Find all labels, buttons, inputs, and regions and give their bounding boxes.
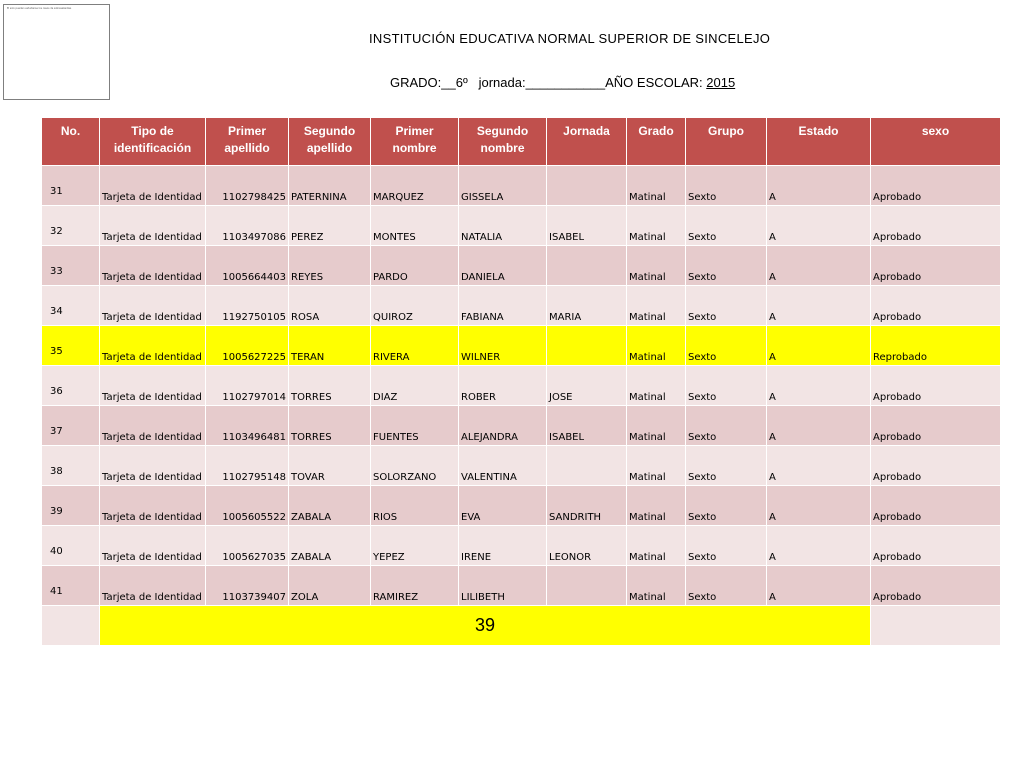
cell-id-number: 1103497086 bbox=[206, 206, 289, 246]
cell-first-surname: ZABALA bbox=[289, 526, 371, 566]
cell-id-type: Tarjeta de Identidad bbox=[100, 286, 206, 326]
table-row bbox=[42, 206, 1001, 246]
cell-second-name bbox=[547, 446, 627, 486]
cell-number: 37 bbox=[42, 406, 100, 446]
cell-id-number: 1005605522 bbox=[206, 486, 289, 526]
cell-first-surname: TORRES bbox=[289, 366, 371, 406]
cell-second-name: JOSE bbox=[547, 366, 627, 406]
cell-id-type: Tarjeta de Identidad bbox=[100, 486, 206, 526]
cell-estado: Aprobado bbox=[871, 486, 1001, 526]
cell-jornada: Matinal bbox=[627, 366, 686, 406]
cell-grado: Sexto bbox=[686, 326, 767, 366]
cell-first-surname: ROSA bbox=[289, 286, 371, 326]
cell-second-surname: DIAZ bbox=[371, 366, 459, 406]
cell-id-type: Tarjeta de Identidad bbox=[100, 326, 206, 366]
cell-grado: Sexto bbox=[686, 566, 767, 606]
cell-first-name: ALEJANDRA bbox=[459, 406, 547, 446]
table-row bbox=[42, 566, 1001, 606]
cell-estado: Aprobado bbox=[871, 206, 1001, 246]
cell-first-surname: PATERNINA bbox=[289, 166, 371, 206]
cell-grado: Sexto bbox=[686, 526, 767, 566]
column-header: No. bbox=[42, 118, 100, 166]
column-header: Tipo de identificación bbox=[100, 118, 206, 166]
column-header: Estado bbox=[767, 118, 871, 166]
cell-jornada: Matinal bbox=[627, 286, 686, 326]
cell-second-name bbox=[547, 326, 627, 366]
cell-id-type: Tarjeta de Identidad bbox=[100, 446, 206, 486]
cell-estado: Aprobado bbox=[871, 566, 1001, 606]
grado-label: GRADO: bbox=[390, 75, 442, 90]
logo-placeholder bbox=[3, 4, 110, 100]
table-row bbox=[42, 326, 1001, 366]
cell-id-type: Tarjeta de Identidad bbox=[100, 246, 206, 286]
cell-grupo: A bbox=[767, 566, 871, 606]
column-header: Grado bbox=[627, 118, 686, 166]
table-row bbox=[42, 166, 1001, 206]
cell-id-number: 1103496481 bbox=[206, 406, 289, 446]
cell-grupo: A bbox=[767, 166, 871, 206]
cell-grupo: A bbox=[767, 446, 871, 486]
cell-first-name: ROBER bbox=[459, 366, 547, 406]
cell-id-number: 1103739407 bbox=[206, 566, 289, 606]
total-count: 39 bbox=[100, 606, 871, 646]
cell-grupo: A bbox=[767, 486, 871, 526]
cell-id-number: 1005627035 bbox=[206, 526, 289, 566]
cell-id-type: Tarjeta de Identidad bbox=[100, 406, 206, 446]
cell-first-surname: TOVAR bbox=[289, 446, 371, 486]
cell-grado: Sexto bbox=[686, 286, 767, 326]
cell-first-name: GISSELA bbox=[459, 166, 547, 206]
cell-second-surname: MONTES bbox=[371, 206, 459, 246]
cell-estado: Reprobado bbox=[871, 326, 1001, 366]
cell-first-surname: PEREZ bbox=[289, 206, 371, 246]
cell-second-surname: YEPEZ bbox=[371, 526, 459, 566]
cell-id-number: 1102795148 bbox=[206, 446, 289, 486]
cell-grado: Sexto bbox=[686, 366, 767, 406]
cell-first-surname: TERAN bbox=[289, 326, 371, 366]
cell-estado: Aprobado bbox=[871, 406, 1001, 446]
total-empty-cell bbox=[871, 606, 1001, 646]
cell-first-name: FABIANA bbox=[459, 286, 547, 326]
cell-id-number: 1005627225 bbox=[206, 326, 289, 366]
cell-grado: Sexto bbox=[686, 446, 767, 486]
cell-second-surname: RAMIREZ bbox=[371, 566, 459, 606]
cell-grado: Sexto bbox=[686, 406, 767, 446]
cell-first-surname: ZOLA bbox=[289, 566, 371, 606]
cell-number: 40 bbox=[42, 526, 100, 566]
cell-id-type: Tarjeta de Identidad bbox=[100, 566, 206, 606]
cell-second-name: ISABEL bbox=[547, 406, 627, 446]
cell-first-surname: TORRES bbox=[289, 406, 371, 446]
cell-grupo: A bbox=[767, 286, 871, 326]
cell-second-name: ISABEL bbox=[547, 206, 627, 246]
cell-grado: Sexto bbox=[686, 486, 767, 526]
cell-number: 38 bbox=[42, 446, 100, 486]
cell-number: 33 bbox=[42, 246, 100, 286]
table-row bbox=[42, 486, 1001, 526]
cell-number: 34 bbox=[42, 286, 100, 326]
cell-second-surname: RIOS bbox=[371, 486, 459, 526]
cell-second-name bbox=[547, 166, 627, 206]
cell-number: 39 bbox=[42, 486, 100, 526]
cell-number: 32 bbox=[42, 206, 100, 246]
jornada-label: jornada: bbox=[478, 75, 526, 90]
cell-second-name: MARIA bbox=[547, 286, 627, 326]
column-header: Primer apellido bbox=[206, 118, 289, 166]
table-body bbox=[42, 166, 1001, 646]
cell-id-type: Tarjeta de Identidad bbox=[100, 526, 206, 566]
cell-grupo: A bbox=[767, 246, 871, 286]
cell-jornada: Matinal bbox=[627, 406, 686, 446]
cell-id-number: 1192750105 bbox=[206, 286, 289, 326]
cell-grado: Sexto bbox=[686, 246, 767, 286]
cell-id-number: 1005664403 bbox=[206, 246, 289, 286]
cell-first-surname: ZABALA bbox=[289, 486, 371, 526]
cell-grupo: A bbox=[767, 526, 871, 566]
grade-line bbox=[390, 75, 735, 90]
cell-second-surname: PARDO bbox=[371, 246, 459, 286]
cell-jornada: Matinal bbox=[627, 326, 686, 366]
cell-grupo: A bbox=[767, 206, 871, 246]
cell-first-name: LILIBETH bbox=[459, 566, 547, 606]
cell-id-number: 1102798425 bbox=[206, 166, 289, 206]
cell-estado: Aprobado bbox=[871, 246, 1001, 286]
jornada-value: ___________ bbox=[525, 75, 606, 90]
cell-second-surname: SOLORZANO bbox=[371, 446, 459, 486]
cell-grado: Sexto bbox=[686, 206, 767, 246]
institution-title: INSTITUCIÓN EDUCATIVA NORMAL SUPERIOR DE SINCELEJO bbox=[369, 31, 771, 46]
cell-jornada: Matinal bbox=[627, 486, 686, 526]
cell-estado: Aprobado bbox=[871, 446, 1001, 486]
cell-estado: Aprobado bbox=[871, 526, 1001, 566]
cell-first-name: NATALIA bbox=[459, 206, 547, 246]
cell-first-name: IRENE bbox=[459, 526, 547, 566]
cell-jornada: Matinal bbox=[627, 246, 686, 286]
column-header: Segundo nombre bbox=[459, 118, 547, 166]
cell-second-surname: FUENTES bbox=[371, 406, 459, 446]
column-header: Primer nombre bbox=[371, 118, 459, 166]
cell-id-type: Tarjeta de Identidad bbox=[100, 206, 206, 246]
year-value: 2015 bbox=[706, 75, 736, 90]
cell-grado: Sexto bbox=[686, 166, 767, 206]
logo-caption: El solo pueden estudiarse los casos de sobresalientes bbox=[7, 7, 72, 10]
year-label: AÑO ESCOLAR: bbox=[605, 75, 707, 90]
cell-first-name: VALENTINA bbox=[459, 446, 547, 486]
table-row bbox=[42, 366, 1001, 406]
table-row bbox=[42, 526, 1001, 566]
cell-jornada: Matinal bbox=[627, 526, 686, 566]
column-header: Grupo bbox=[686, 118, 767, 166]
student-table bbox=[41, 117, 1001, 646]
total-row bbox=[42, 606, 1001, 646]
column-header: Jornada bbox=[547, 118, 627, 166]
cell-jornada: Matinal bbox=[627, 446, 686, 486]
cell-estado: Aprobado bbox=[871, 366, 1001, 406]
cell-second-surname: MARQUEZ bbox=[371, 166, 459, 206]
cell-jornada: Matinal bbox=[627, 566, 686, 606]
cell-grupo: A bbox=[767, 326, 871, 366]
cell-number: 36 bbox=[42, 366, 100, 406]
table-header-row bbox=[42, 118, 1001, 166]
table-row bbox=[42, 246, 1001, 286]
cell-estado: Aprobado bbox=[871, 166, 1001, 206]
cell-grupo: A bbox=[767, 406, 871, 446]
table-row bbox=[42, 286, 1001, 326]
cell-second-surname: QUIROZ bbox=[371, 286, 459, 326]
cell-first-name: WILNER bbox=[459, 326, 547, 366]
cell-second-name: LEONOR bbox=[547, 526, 627, 566]
grado-value: __6º bbox=[441, 75, 468, 90]
cell-estado: Aprobado bbox=[871, 286, 1001, 326]
cell-number: 31 bbox=[42, 166, 100, 206]
cell-id-type: Tarjeta de Identidad bbox=[100, 166, 206, 206]
cell-jornada: Matinal bbox=[627, 166, 686, 206]
cell-id-number: 1102797014 bbox=[206, 366, 289, 406]
cell-jornada: Matinal bbox=[627, 206, 686, 246]
table-row bbox=[42, 406, 1001, 446]
cell-first-surname: REYES bbox=[289, 246, 371, 286]
cell-second-name bbox=[547, 566, 627, 606]
cell-second-name: SANDRITH bbox=[547, 486, 627, 526]
cell-number: 41 bbox=[42, 566, 100, 606]
column-header: Segundo apellido bbox=[289, 118, 371, 166]
cell-second-surname: RIVERA bbox=[371, 326, 459, 366]
cell-second-name bbox=[547, 246, 627, 286]
cell-first-name: EVA bbox=[459, 486, 547, 526]
column-header: sexo bbox=[871, 118, 1001, 166]
cell-grupo: A bbox=[767, 366, 871, 406]
cell-id-type: Tarjeta de Identidad bbox=[100, 366, 206, 406]
cell-number: 35 bbox=[42, 326, 100, 366]
cell-first-name: DANIELA bbox=[459, 246, 547, 286]
table-row bbox=[42, 446, 1001, 486]
total-empty-cell bbox=[42, 606, 100, 646]
